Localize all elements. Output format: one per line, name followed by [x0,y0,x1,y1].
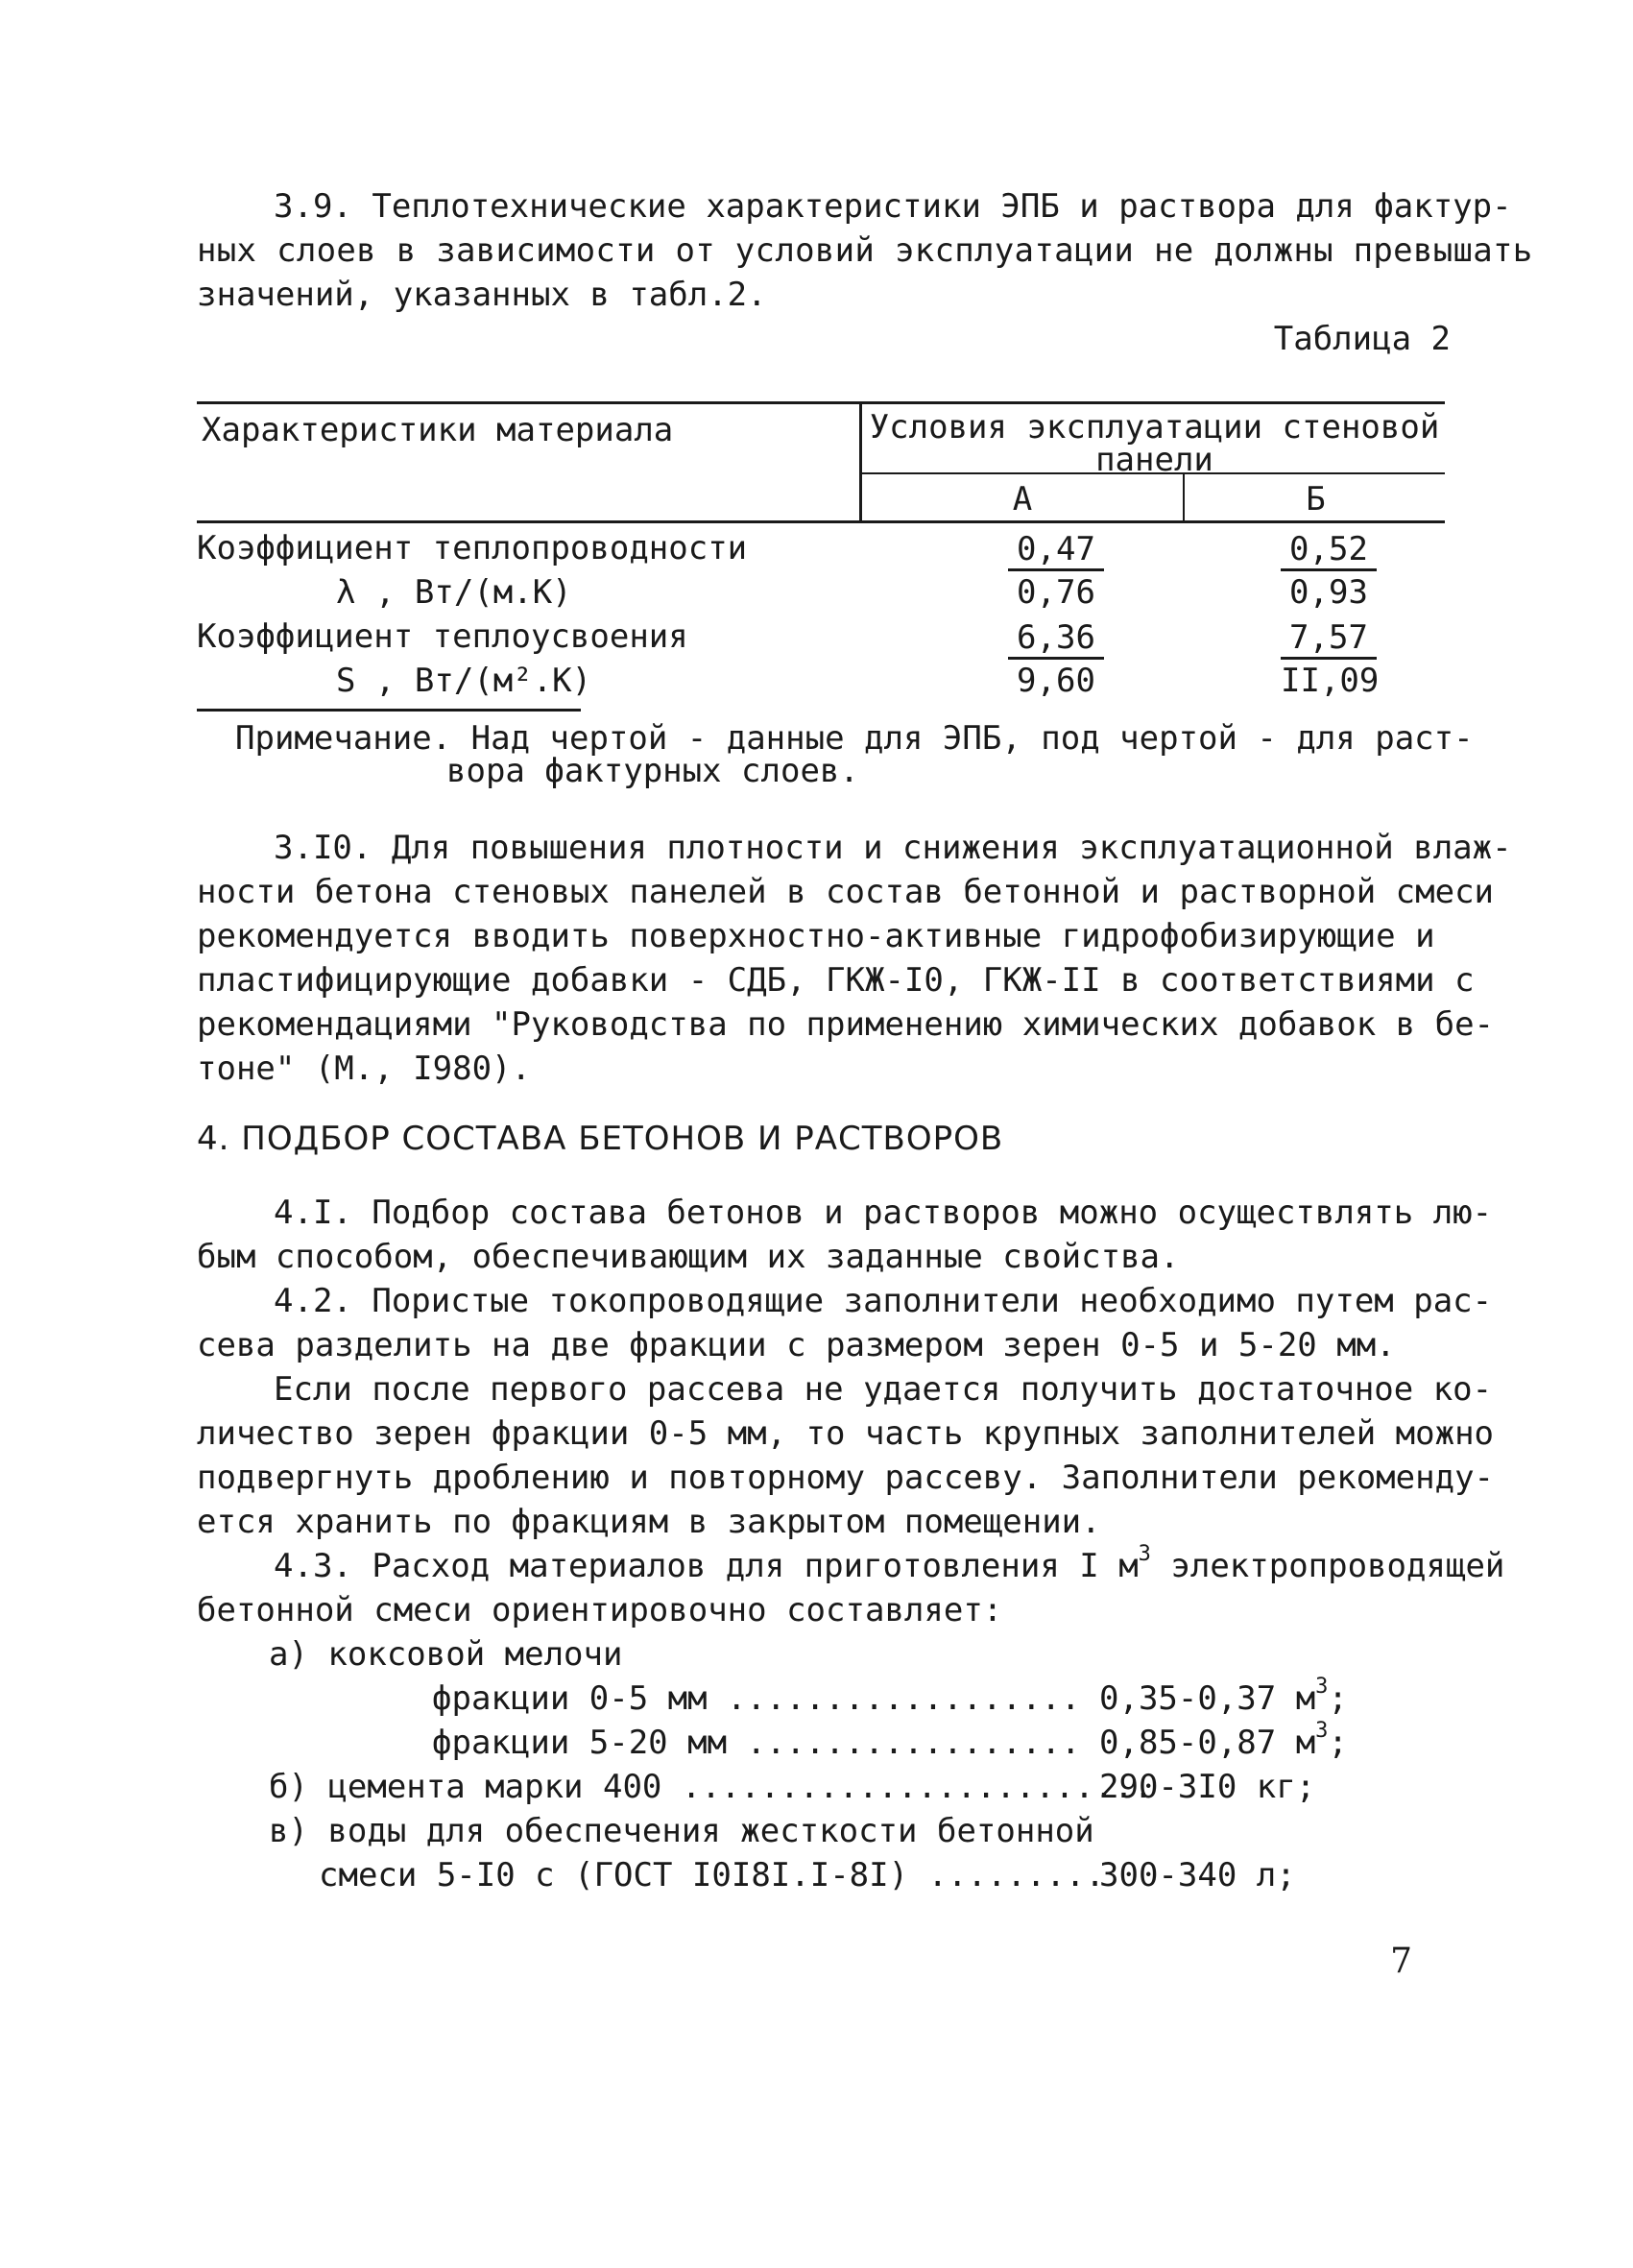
list-item-c-label: смеси 5-I0 с (ГОСТ I0I8I.I-8I) ......... [319,1856,1105,1894]
header-group-line: панели [1095,441,1213,479]
text-line: бетонной смеси ориентировочно составляет: [197,1591,1003,1629]
text-line: 3.9. Теплотехнические характеристики ЭПБ и раствора для фактур- [274,187,1512,226]
row-label: Коэффициент теплоусвоения [197,617,688,656]
value-a-row2 [1008,618,1104,702]
row-unit: λ , Вт/(м.К) [336,573,572,612]
value-a-row1 [1008,530,1104,614]
value-end: ; [1328,1679,1348,1718]
table-header-characteristics: Характеристики материала [202,411,674,449]
text-line: пластифицирующие добавки - СДБ, ГКЖ-I0, ГКЖ-II в соответствиями с [197,961,1475,1000]
value-above-line: 0,47 [1008,530,1104,571]
value-b-row2 [1281,618,1380,702]
text-line: бым способом, обеспечивающим их заданные свойства. [197,1238,1180,1276]
list-item-a1-label: фракции 0-5 мм .................. [432,1679,1081,1718]
table-header-a: А [1012,480,1033,519]
value-b-row1 [1281,530,1377,614]
value-above-line: 7,57 [1281,618,1377,660]
value-text: 0,85-0,87 м [1099,1724,1316,1762]
text-part: электропроводящей [1150,1547,1505,1585]
text-line: тоне" (М., I980). [197,1050,531,1088]
row-unit: S , Вт/(м².К) [336,662,592,700]
list-item-c: в) воды для обеспечения жесткости бетонной [269,1812,1094,1850]
list-item-a: а) коксовой мелочи [269,1635,623,1674]
text-line: рекомендациями "Руководства по применению химических добавок в бе- [197,1005,1495,1044]
list-item-b-value: 290-3I0 кг; [1099,1768,1316,1806]
text-line: 4.2. Пористые токопроводящие заполнители необходимо путем рас- [274,1282,1493,1320]
value-below-line: II,09 [1281,662,1380,700]
text-line: ется хранить по фракциям в закрытом помещении. [197,1503,1101,1541]
text-line: значений, указанных в табл.2. [197,276,767,314]
list-item-a2-value [1099,1721,1348,1765]
value-below-line: 9,60 [1017,662,1095,700]
value-text: 0,35-0,37 м [1099,1679,1316,1718]
value-below-line: 0,93 [1289,573,1368,612]
list-item-c-value: 300-340 л; [1099,1856,1296,1894]
text-line: подвергнуть дроблению и повторному рассеву. Заполнители рекоменду- [197,1459,1495,1497]
table-header-conditions [864,408,1445,479]
superscript: 3 [1315,1675,1329,1699]
list-item-b-label: б) цемента марки 400 ........................ [269,1768,1154,1806]
list-item-a2-label: фракции 5-20 мм ................. [432,1724,1081,1762]
table-top-rule [197,401,1445,404]
text-line: 4.I. Подбор состава бетонов и растворов можно осуществлять лю- [274,1194,1493,1232]
section-heading: 4. ПОДБОР СОСТАВА БЕТОНОВ И РАСТВОРОВ [197,1120,1004,1158]
text-part: 4.3. Расход материалов для приготовления I м [274,1547,1139,1585]
value-end: ; [1328,1724,1348,1762]
text-line: ности бетона стеновых панелей в состав бетонной и растворной смеси [197,873,1495,911]
text-line: ных слоев в зависимости от условий эксплуатации не должны превышать [197,231,1533,270]
text-line [274,1544,1504,1588]
table-divider-vertical [859,401,862,523]
text-line: рекомендуется вводить поверхностно-активные гидрофобизирующие и [197,917,1435,955]
superscript: 3 [1315,1719,1329,1743]
value-above-line: 6,36 [1008,618,1104,660]
header-group-line: Условия эксплуатации стеновой [869,408,1440,446]
page-number: 7 [1390,1942,1412,1981]
table-bottom-rule [197,709,581,712]
table-note [235,719,1474,790]
text-line: Если после первого рассева не удается получить достаточное ко- [274,1370,1493,1409]
table-caption: Таблица 2 [1273,320,1451,358]
table-header-b: Б [1306,480,1326,519]
note-line: Примечание. Над чертой - данные для ЭПБ, под чертой - для раст- [235,719,1474,758]
text-line: сева разделить на две фракции с размером зерен 0-5 и 5-20 мм. [197,1326,1396,1364]
text-line: 3.I0. Для повышения плотности и снижения эксплуатационной влаж- [274,829,1512,867]
row-label: Коэффициент теплопроводности [197,529,748,567]
value-below-line: 0,76 [1017,573,1095,612]
list-item-a1-value [1099,1677,1348,1721]
value-above-line: 0,52 [1281,530,1377,571]
superscript: 3 [1138,1542,1151,1566]
note-line: вора фактурных слоев. [446,752,859,790]
table-subcol-rule [1183,472,1185,523]
text-line: личество зерен фракции 0-5 мм, то часть крупных заполнителей можно [197,1414,1495,1453]
